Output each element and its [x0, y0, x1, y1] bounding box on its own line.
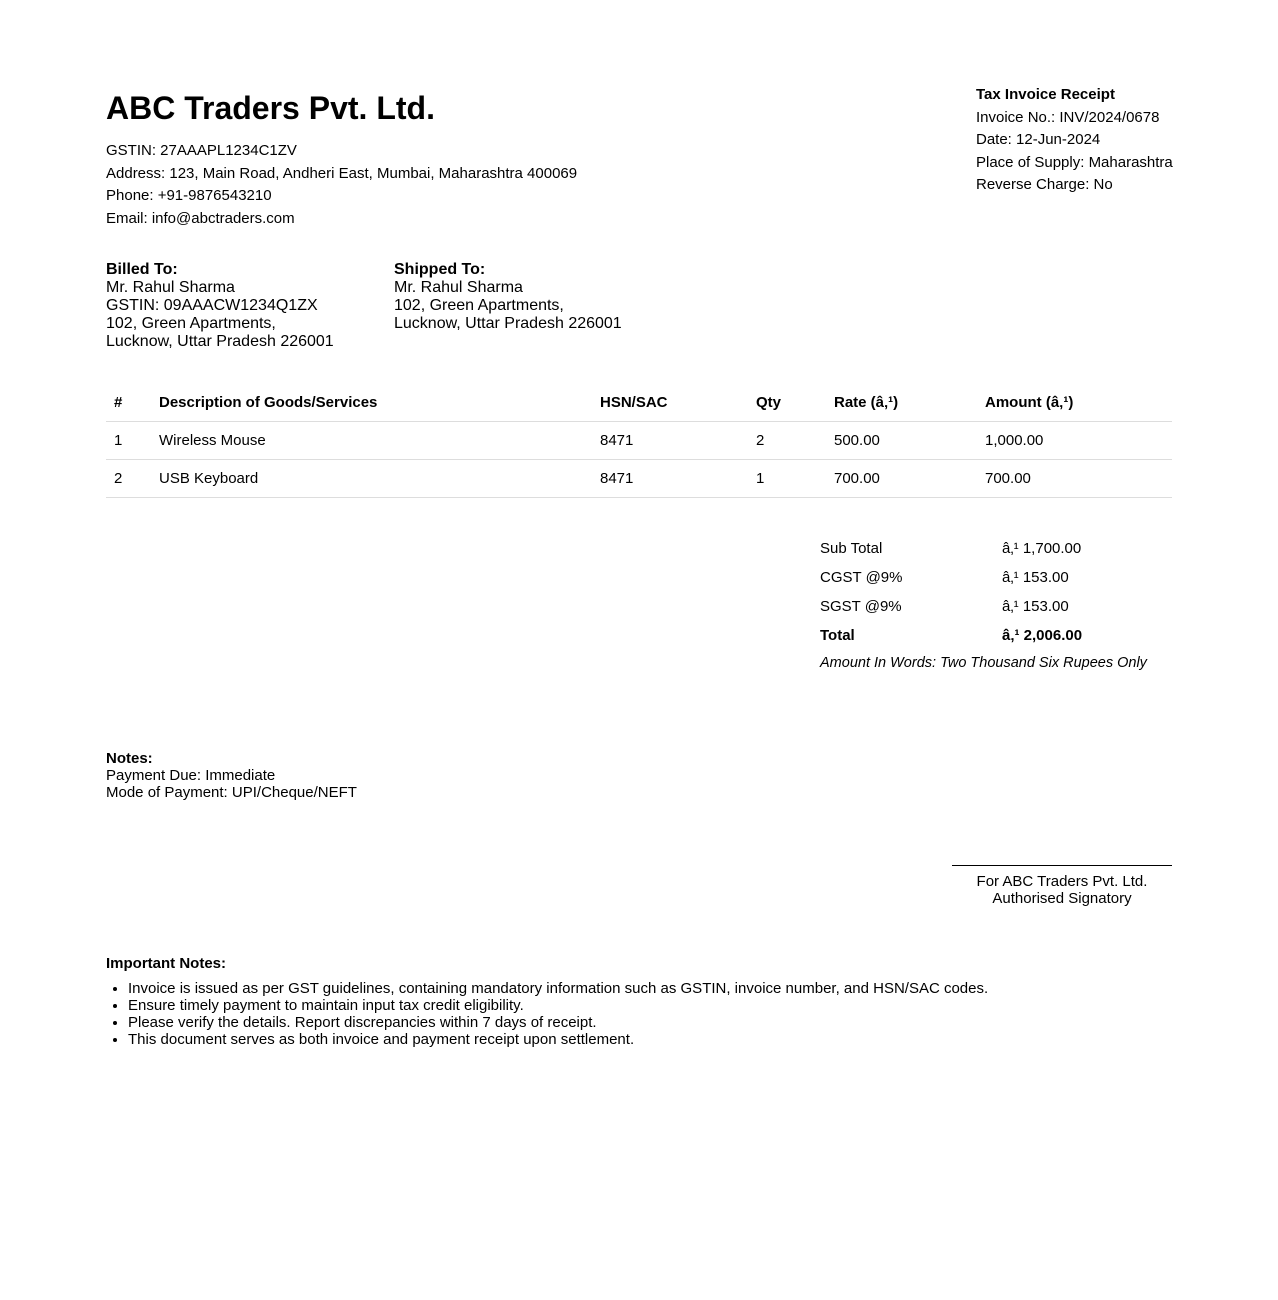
cell-index: 1 — [106, 422, 159, 460]
signature-title: Authorised Signatory — [992, 890, 1132, 907]
totals-block — [820, 534, 1170, 650]
shipped-to-title: Shipped To: — [394, 261, 486, 278]
amount-in-words: Amount In Words: Two Thousand Six Rupees Only — [820, 655, 1147, 671]
cell-rate: 500.00 — [834, 422, 985, 460]
notes-block — [106, 750, 357, 801]
shipped-to-line2: Lucknow, Uttar Pradesh 226001 — [394, 315, 622, 332]
billed-to-name: Mr. Rahul Sharma — [106, 279, 235, 296]
sgst-row — [820, 592, 1170, 621]
reverse-charge: Reverse Charge: No — [976, 176, 1113, 193]
table-row — [106, 460, 1172, 498]
list-item: • This document serves as both invoice and payment receipt upon settlement. — [128, 1031, 988, 1048]
header-rate: Rate (â‚¹) — [834, 384, 985, 422]
company-phone: Phone: +91-9876543210 — [106, 187, 272, 205]
billed-to-gstin: GSTIN: 09AAACW1234Q1ZX — [106, 297, 318, 314]
list-item: • Invoice is issued as per GST guidelines, containing mandatory information such as GSTIN, invoice number, and HSN/SAC codes. — [128, 980, 988, 997]
list-item: • Please verify the details. Report discrepancies within 7 days of receipt. — [128, 1014, 988, 1031]
cgst-value: â‚¹ 153.00 — [1002, 569, 1069, 586]
header-amount: Amount (â‚¹) — [985, 384, 1172, 422]
table-row — [106, 422, 1172, 460]
list-item: • Ensure timely payment to maintain input tax credit eligibility. — [128, 997, 988, 1014]
company-name: ABC Traders Pvt. Ltd. — [106, 90, 435, 126]
company-gstin: GSTIN: 27AAAPL1234C1ZV — [106, 142, 297, 159]
total-row — [820, 621, 1170, 650]
items-table — [106, 384, 1172, 498]
cell-description: USB Keyboard — [159, 460, 600, 498]
invoice-title: Tax Invoice Receipt — [976, 86, 1115, 103]
subtotal-row — [820, 534, 1170, 563]
header-description: Description of Goods/Services — [159, 384, 600, 422]
cgst-row — [820, 563, 1170, 592]
cell-index: 2 — [106, 460, 159, 498]
cell-rate: 700.00 — [834, 460, 985, 498]
payment-mode: Mode of Payment: UPI/Cheque/NEFT — [106, 784, 357, 801]
cell-amount: 1,000.00 — [985, 422, 1172, 460]
important-notes-title: Important Notes: — [106, 955, 226, 972]
table-header-row — [106, 384, 1172, 422]
invoice-date: Date: 12-Jun-2024 — [976, 131, 1101, 148]
cell-description: Wireless Mouse — [159, 422, 600, 460]
subtotal-value: â‚¹ 1,700.00 — [1002, 540, 1082, 557]
place-of-supply: Place of Supply: Maharashtra — [976, 153, 1173, 171]
header-qty: Qty — [756, 384, 834, 422]
important-notes-list — [106, 980, 988, 1048]
sgst-label: SGST @9% — [820, 598, 902, 615]
notes-title: Notes: — [106, 750, 153, 767]
header-index: # — [106, 384, 159, 422]
shipped-to-block — [394, 261, 622, 333]
header-hsn: HSN/SAC — [600, 384, 756, 422]
company-info — [106, 140, 577, 231]
payment-due: Payment Due: Immediate — [106, 767, 276, 784]
subtotal-label: Sub Total — [820, 540, 883, 557]
shipped-to-line1: 102, Green Apartments, — [394, 297, 564, 314]
cell-amount: 700.00 — [985, 460, 1172, 498]
total-label: Total — [820, 627, 855, 644]
billed-to-title: Billed To: — [106, 261, 178, 278]
cell-hsn: 8471 — [600, 422, 756, 460]
company-email: Email: info@abctraders.com — [106, 210, 295, 228]
cell-qty: 1 — [756, 460, 834, 498]
sgst-value: â‚¹ 153.00 — [1002, 598, 1069, 615]
cell-hsn: 8471 — [600, 460, 756, 498]
company-address: Address: 123, Main Road, Andheri East, Mumbai, Maharashtra 400069 — [106, 164, 578, 182]
shipped-to-name: Mr. Rahul Sharma — [394, 279, 523, 296]
total-value: â‚¹ 2,006.00 — [1002, 627, 1083, 644]
billed-to-block — [106, 261, 334, 351]
signature-block — [952, 873, 1172, 907]
signature-company: For ABC Traders Pvt. Ltd. — [976, 873, 1148, 890]
invoice-number: Invoice No.: INV/2024/0678 — [976, 108, 1160, 126]
billed-to-line1: 102, Green Apartments, — [106, 315, 276, 332]
billed-to-line2: Lucknow, Uttar Pradesh 226001 — [106, 333, 334, 350]
cell-qty: 2 — [756, 422, 834, 460]
invoice-meta — [976, 84, 1173, 197]
cgst-label: CGST @9% — [820, 569, 903, 586]
signature-line — [952, 865, 1172, 866]
